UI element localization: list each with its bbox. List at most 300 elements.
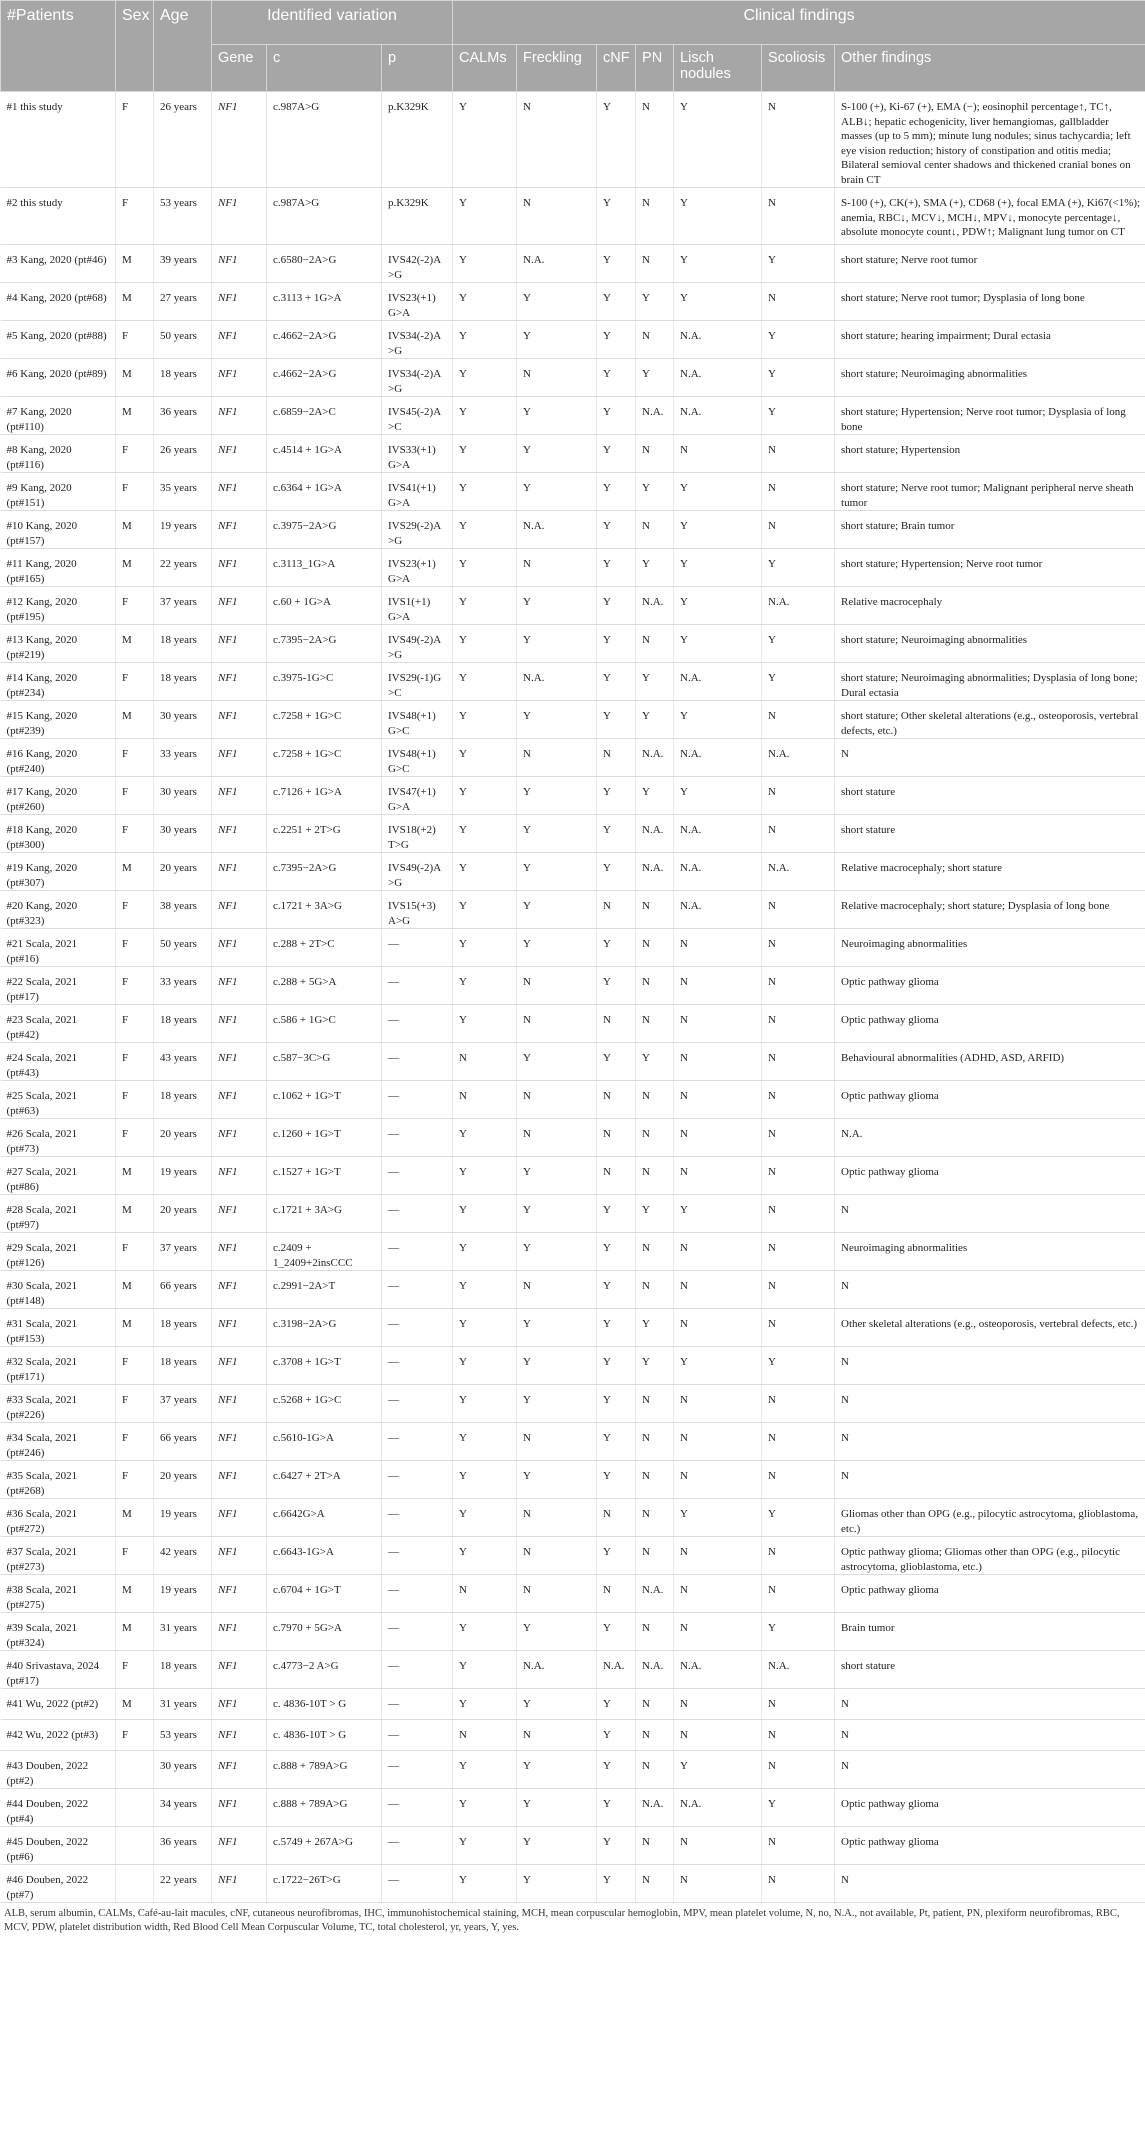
age-cell: 53 years [154, 1720, 212, 1751]
cnf-cell: Y [597, 1789, 636, 1827]
calms-cell: Y [453, 777, 517, 815]
lisch-nodules-cell: Y [674, 188, 762, 245]
pn-cell: Y [636, 701, 674, 739]
age-cell: 31 years [154, 1613, 212, 1651]
gene-cell: NF1 [212, 929, 267, 967]
p-variant-cell: — [382, 1271, 453, 1309]
pn-cell: N.A. [636, 397, 674, 435]
header-p: p [382, 45, 453, 92]
pn-cell: N [636, 1423, 674, 1461]
pn-cell: N [636, 1119, 674, 1157]
calms-cell: Y [453, 1233, 517, 1271]
calms-cell: Y [453, 1499, 517, 1537]
table-body [1, 92, 1145, 1903]
freckling-cell: Y [517, 1461, 597, 1499]
calms-cell: Y [453, 359, 517, 397]
calms-cell: Y [453, 701, 517, 739]
sex-cell [116, 1827, 154, 1865]
other-findings-cell: N [835, 1865, 1145, 1903]
table-row [1, 1720, 1145, 1751]
calms-cell: Y [453, 511, 517, 549]
sex-cell: F [116, 1720, 154, 1751]
gene-cell: NF1 [212, 435, 267, 473]
gene-cell: NF1 [212, 1689, 267, 1720]
freckling-cell: N.A. [517, 245, 597, 283]
cnf-cell: Y [597, 283, 636, 321]
cnf-cell: Y [597, 188, 636, 245]
c-variant-cell: c.6704 + 1G>T [267, 1575, 382, 1613]
gene-cell: NF1 [212, 283, 267, 321]
calms-cell: Y [453, 1789, 517, 1827]
patient-cell: #3 Kang, 2020 (pt#46) [1, 245, 116, 283]
lisch-nodules-cell: N [674, 1461, 762, 1499]
header-identified-variation: Identified variation [212, 1, 453, 45]
p-variant-cell: IVS15(+3) A>G [382, 891, 453, 929]
age-cell: 42 years [154, 1537, 212, 1575]
table-row [1, 1119, 1145, 1157]
p-variant-cell: — [382, 967, 453, 1005]
p-variant-cell: — [382, 1720, 453, 1751]
c-variant-cell: c.6580−2A>G [267, 245, 382, 283]
age-cell: 34 years [154, 1789, 212, 1827]
scoliosis-cell: Y [762, 1499, 835, 1537]
cnf-cell: Y [597, 625, 636, 663]
scoliosis-cell: N [762, 1865, 835, 1903]
sex-cell: F [116, 473, 154, 511]
patient-cell: #19 Kang, 2020 (pt#307) [1, 853, 116, 891]
c-variant-cell: c.1260 + 1G>T [267, 1119, 382, 1157]
c-variant-cell: c.7126 + 1G>A [267, 777, 382, 815]
sex-cell: M [116, 549, 154, 587]
pn-cell: N [636, 891, 674, 929]
age-cell: 18 years [154, 625, 212, 663]
patient-cell: #33 Scala, 2021 (pt#226) [1, 1385, 116, 1423]
cnf-cell: Y [597, 359, 636, 397]
other-findings-cell: short stature; Nerve root tumor; Malignant peripheral nerve sheath tumor [835, 473, 1145, 511]
freckling-cell: N [517, 188, 597, 245]
freckling-cell: Y [517, 1689, 597, 1720]
c-variant-cell: c.2251 + 2T>G [267, 815, 382, 853]
patient-cell: #1 this study [1, 92, 116, 188]
freckling-cell: Y [517, 587, 597, 625]
pn-cell: N.A. [636, 815, 674, 853]
table-row [1, 1081, 1145, 1119]
p-variant-cell: — [382, 1789, 453, 1827]
other-findings-cell: Optic pathway glioma; Gliomas other than OPG (e.g., pilocytic astrocytoma, glioblastoma, etc.) [835, 1537, 1145, 1575]
gene-cell: NF1 [212, 1720, 267, 1751]
sex-cell: M [116, 1309, 154, 1347]
age-cell: 31 years [154, 1689, 212, 1720]
p-variant-cell: IVS41(+1) G>A [382, 473, 453, 511]
lisch-nodules-cell: N.A. [674, 853, 762, 891]
p-variant-cell: p.K329K [382, 188, 453, 245]
sex-cell: F [116, 663, 154, 701]
table-row [1, 1751, 1145, 1789]
p-variant-cell: — [382, 1233, 453, 1271]
calms-cell: Y [453, 1309, 517, 1347]
lisch-nodules-cell: N [674, 1575, 762, 1613]
freckling-cell: N [517, 1575, 597, 1613]
freckling-cell: Y [517, 701, 597, 739]
sex-cell: F [116, 1537, 154, 1575]
pn-cell: N [636, 1827, 674, 1865]
patient-cell: #43 Douben, 2022 (pt#2) [1, 1751, 116, 1789]
calms-cell: N [453, 1575, 517, 1613]
calms-cell: Y [453, 1751, 517, 1789]
freckling-cell: Y [517, 1751, 597, 1789]
cnf-cell: N.A. [597, 1651, 636, 1689]
scoliosis-cell: Y [762, 245, 835, 283]
cnf-cell: N [597, 1081, 636, 1119]
freckling-cell: N [517, 1423, 597, 1461]
other-findings-cell: N.A. [835, 1119, 1145, 1157]
calms-cell: Y [453, 1613, 517, 1651]
scoliosis-cell: N [762, 92, 835, 188]
lisch-nodules-cell: N.A. [674, 663, 762, 701]
scoliosis-cell: N [762, 1081, 835, 1119]
pn-cell: N [636, 1537, 674, 1575]
freckling-cell: Y [517, 625, 597, 663]
scoliosis-cell: Y [762, 549, 835, 587]
lisch-nodules-cell: Y [674, 701, 762, 739]
table-row [1, 1827, 1145, 1865]
p-variant-cell: IVS29(-1)G>C [382, 663, 453, 701]
c-variant-cell: c.288 + 5G>A [267, 967, 382, 1005]
pn-cell: N [636, 1385, 674, 1423]
cnf-cell: Y [597, 1827, 636, 1865]
gene-cell: NF1 [212, 967, 267, 1005]
other-findings-cell: short stature; hearing impairment; Dural ectasia [835, 321, 1145, 359]
calms-cell: Y [453, 1537, 517, 1575]
lisch-nodules-cell: N [674, 1423, 762, 1461]
table-row [1, 435, 1145, 473]
freckling-cell: N [517, 92, 597, 188]
age-cell: 26 years [154, 92, 212, 188]
calms-cell: Y [453, 1271, 517, 1309]
age-cell: 19 years [154, 1157, 212, 1195]
freckling-cell: N [517, 1005, 597, 1043]
p-variant-cell: IVS33(+1) G>A [382, 435, 453, 473]
gene-cell: NF1 [212, 1575, 267, 1613]
other-findings-cell: S-100 (+), CK(+), SMA (+), CD68 (+), focal EMA (+), Ki67(<1%); anemia, RBC↓, MCV↓, MCH↓, MPV↓, monocyte percentage↓, absolute monocyte count↓, PDW↑; Malignant lung tumor on CT [835, 188, 1145, 245]
gene-cell: NF1 [212, 739, 267, 777]
header-row-top [1, 1, 1145, 45]
cnf-cell: Y [597, 1385, 636, 1423]
sex-cell: F [116, 587, 154, 625]
freckling-cell: N [517, 1081, 597, 1119]
c-variant-cell: c.3975-1G>C [267, 663, 382, 701]
age-cell: 18 years [154, 1347, 212, 1385]
pn-cell: N [636, 1157, 674, 1195]
cnf-cell: N [597, 739, 636, 777]
other-findings-cell: N [835, 1347, 1145, 1385]
other-findings-cell: N [835, 739, 1145, 777]
c-variant-cell: c.586 + 1G>C [267, 1005, 382, 1043]
table-row [1, 1195, 1145, 1233]
patient-cell: #37 Scala, 2021 (pt#273) [1, 1537, 116, 1575]
scoliosis-cell: N [762, 1689, 835, 1720]
table-row [1, 625, 1145, 663]
table-row [1, 853, 1145, 891]
pn-cell: N.A. [636, 1789, 674, 1827]
pn-cell: N [636, 1720, 674, 1751]
p-variant-cell: IVS49(-2)A>G [382, 853, 453, 891]
pn-cell: Y [636, 549, 674, 587]
c-variant-cell: c.3113_1G>A [267, 549, 382, 587]
age-cell: 18 years [154, 1309, 212, 1347]
other-findings-cell: Neuroimaging abnormalities [835, 929, 1145, 967]
freckling-cell: N.A. [517, 511, 597, 549]
lisch-nodules-cell: N [674, 1309, 762, 1347]
other-findings-cell: Relative macrocephaly; short stature [835, 853, 1145, 891]
lisch-nodules-cell: Y [674, 511, 762, 549]
age-cell: 36 years [154, 397, 212, 435]
scoliosis-cell: N.A. [762, 587, 835, 625]
patient-cell: #14 Kang, 2020 (pt#234) [1, 663, 116, 701]
lisch-nodules-cell: N [674, 1827, 762, 1865]
c-variant-cell: c.7258 + 1G>C [267, 739, 382, 777]
c-variant-cell: c.987A>G [267, 188, 382, 245]
other-findings-cell: Behavioural abnormalities (ADHD, ASD, ARFID) [835, 1043, 1145, 1081]
calms-cell: Y [453, 245, 517, 283]
age-cell: 66 years [154, 1423, 212, 1461]
scoliosis-cell: N [762, 777, 835, 815]
age-cell: 18 years [154, 1081, 212, 1119]
patient-cell: #41 Wu, 2022 (pt#2) [1, 1689, 116, 1720]
freckling-cell: N [517, 1537, 597, 1575]
table-row [1, 1157, 1145, 1195]
calms-cell: Y [453, 929, 517, 967]
gene-cell: NF1 [212, 245, 267, 283]
cnf-cell: Y [597, 1195, 636, 1233]
gene-cell: NF1 [212, 1651, 267, 1689]
other-findings-cell: short stature; Hypertension [835, 435, 1145, 473]
age-cell: 37 years [154, 587, 212, 625]
header-pn: PN [636, 45, 674, 92]
header-age: Age [154, 1, 212, 92]
freckling-cell: Y [517, 815, 597, 853]
p-variant-cell: — [382, 1575, 453, 1613]
p-variant-cell: — [382, 1119, 453, 1157]
cnf-cell: Y [597, 1689, 636, 1720]
calms-cell: Y [453, 1651, 517, 1689]
sex-cell [116, 1789, 154, 1827]
p-variant-cell: — [382, 1385, 453, 1423]
gene-cell: NF1 [212, 1613, 267, 1651]
p-variant-cell: IVS48(+1) G>C [382, 701, 453, 739]
other-findings-cell: short stature [835, 815, 1145, 853]
lisch-nodules-cell: N [674, 1537, 762, 1575]
sex-cell: F [116, 1005, 154, 1043]
p-variant-cell: — [382, 1865, 453, 1903]
other-findings-cell: short stature; Other skeletal alterations (e.g., osteoporosis, vertebral defects, etc.) [835, 701, 1145, 739]
table-row [1, 1651, 1145, 1689]
freckling-cell: Y [517, 1309, 597, 1347]
pn-cell: N [636, 1689, 674, 1720]
patient-cell: #26 Scala, 2021 (pt#73) [1, 1119, 116, 1157]
calms-cell: Y [453, 1461, 517, 1499]
scoliosis-cell: N [762, 435, 835, 473]
c-variant-cell: c.888 + 789A>G [267, 1789, 382, 1827]
scoliosis-cell: N [762, 1575, 835, 1613]
gene-cell: NF1 [212, 321, 267, 359]
pn-cell: N.A. [636, 1651, 674, 1689]
pn-cell: Y [636, 283, 674, 321]
other-findings-cell: Optic pathway glioma [835, 1081, 1145, 1119]
lisch-nodules-cell: N.A. [674, 359, 762, 397]
sex-cell: M [116, 1689, 154, 1720]
cnf-cell: N [597, 1119, 636, 1157]
patient-cell: #12 Kang, 2020 (pt#195) [1, 587, 116, 625]
cnf-cell: Y [597, 1613, 636, 1651]
freckling-cell: Y [517, 435, 597, 473]
pn-cell: Y [636, 1195, 674, 1233]
freckling-cell: Y [517, 1347, 597, 1385]
gene-cell: NF1 [212, 1233, 267, 1271]
c-variant-cell: c.3113 + 1G>A [267, 283, 382, 321]
patient-cell: #2 this study [1, 188, 116, 245]
p-variant-cell: IVS29(-2)A>G [382, 511, 453, 549]
gene-cell: NF1 [212, 1271, 267, 1309]
sex-cell: F [116, 1233, 154, 1271]
sex-cell: F [116, 1651, 154, 1689]
p-variant-cell: — [382, 1157, 453, 1195]
table-row [1, 1613, 1145, 1651]
scoliosis-cell: N [762, 283, 835, 321]
p-variant-cell: IVS47(+1) G>A [382, 777, 453, 815]
freckling-cell: Y [517, 1157, 597, 1195]
patient-cell: #9 Kang, 2020 (pt#151) [1, 473, 116, 511]
pn-cell: N [636, 188, 674, 245]
gene-cell: NF1 [212, 1423, 267, 1461]
calms-cell: Y [453, 739, 517, 777]
gene-cell: NF1 [212, 1043, 267, 1081]
cnf-cell: Y [597, 1720, 636, 1751]
freckling-cell: Y [517, 283, 597, 321]
p-variant-cell: IVS34(-2)A>G [382, 359, 453, 397]
pn-cell: N [636, 321, 674, 359]
other-findings-cell: Neuroimaging abnormalities [835, 1233, 1145, 1271]
patient-cell: #32 Scala, 2021 (pt#171) [1, 1347, 116, 1385]
c-variant-cell: c.1721 + 3A>G [267, 1195, 382, 1233]
cnf-cell: Y [597, 1043, 636, 1081]
cnf-cell: Y [597, 1309, 636, 1347]
calms-cell: Y [453, 853, 517, 891]
p-variant-cell: p.K329K [382, 92, 453, 188]
c-variant-cell: c.2991−2A>T [267, 1271, 382, 1309]
table-row [1, 188, 1145, 245]
pn-cell: N [636, 1271, 674, 1309]
table-row [1, 1461, 1145, 1499]
table-row [1, 739, 1145, 777]
patient-cell: #6 Kang, 2020 (pt#89) [1, 359, 116, 397]
pn-cell: N [636, 625, 674, 663]
table-row [1, 1309, 1145, 1347]
header-other-findings: Other findings [835, 45, 1145, 92]
patient-cell: #46 Douben, 2022 (pt#7) [1, 1865, 116, 1903]
gene-cell: NF1 [212, 701, 267, 739]
other-findings-cell: N [835, 1461, 1145, 1499]
table-row [1, 701, 1145, 739]
scoliosis-cell: N [762, 1233, 835, 1271]
p-variant-cell: — [382, 1537, 453, 1575]
c-variant-cell: c.5749 + 267A>G [267, 1827, 382, 1865]
c-variant-cell: c.6859−2A>C [267, 397, 382, 435]
other-findings-cell: N [835, 1385, 1145, 1423]
pn-cell: N [636, 1751, 674, 1789]
p-variant-cell: IVS45(-2)A>C [382, 397, 453, 435]
patient-cell: #44 Douben, 2022 (pt#4) [1, 1789, 116, 1827]
pn-cell: N [636, 511, 674, 549]
p-variant-cell: IVS18(+2) T>G [382, 815, 453, 853]
lisch-nodules-cell: N [674, 1081, 762, 1119]
scoliosis-cell: N [762, 1720, 835, 1751]
patient-cell: #25 Scala, 2021 (pt#63) [1, 1081, 116, 1119]
gene-cell: NF1 [212, 1789, 267, 1827]
age-cell: 66 years [154, 1271, 212, 1309]
cnf-cell: Y [597, 1233, 636, 1271]
cnf-cell: Y [597, 663, 636, 701]
lisch-nodules-cell: Y [674, 473, 762, 511]
age-cell: 20 years [154, 1195, 212, 1233]
other-findings-cell: N [835, 1751, 1145, 1789]
age-cell: 50 years [154, 321, 212, 359]
other-findings-cell: Optic pathway glioma [835, 1005, 1145, 1043]
lisch-nodules-cell: N.A. [674, 1789, 762, 1827]
cnf-cell: Y [597, 245, 636, 283]
sex-cell: F [116, 1081, 154, 1119]
p-variant-cell: — [382, 1751, 453, 1789]
c-variant-cell: c.7970 + 5G>A [267, 1613, 382, 1651]
pn-cell: N [636, 1233, 674, 1271]
lisch-nodules-cell: N [674, 1385, 762, 1423]
table-row [1, 929, 1145, 967]
table-row [1, 1499, 1145, 1537]
freckling-cell: Y [517, 891, 597, 929]
c-variant-cell: c.3198−2A>G [267, 1309, 382, 1347]
other-findings-cell: short stature; Hypertension; Nerve root tumor [835, 549, 1145, 587]
sex-cell: F [116, 739, 154, 777]
lisch-nodules-cell: Y [674, 283, 762, 321]
other-findings-cell: short stature [835, 777, 1145, 815]
c-variant-cell: c.6643-1G>A [267, 1537, 382, 1575]
other-findings-cell: Optic pathway glioma [835, 1575, 1145, 1613]
gene-cell: NF1 [212, 891, 267, 929]
scoliosis-cell: N [762, 1271, 835, 1309]
age-cell: 19 years [154, 1575, 212, 1613]
cnf-cell: Y [597, 511, 636, 549]
gene-cell: NF1 [212, 1005, 267, 1043]
pn-cell: Y [636, 1309, 674, 1347]
table-row [1, 549, 1145, 587]
table-row [1, 511, 1145, 549]
calms-cell: Y [453, 1119, 517, 1157]
freckling-cell: Y [517, 853, 597, 891]
pn-cell: Y [636, 777, 674, 815]
age-cell: 18 years [154, 1005, 212, 1043]
sex-cell: F [116, 1385, 154, 1423]
gene-cell: NF1 [212, 1537, 267, 1575]
calms-cell: Y [453, 587, 517, 625]
header-sex: Sex [116, 1, 154, 92]
lisch-nodules-cell: N [674, 1043, 762, 1081]
patient-cell: #28 Scala, 2021 (pt#97) [1, 1195, 116, 1233]
scoliosis-cell: N [762, 1461, 835, 1499]
gene-cell: NF1 [212, 815, 267, 853]
age-cell: 36 years [154, 1827, 212, 1865]
table-row [1, 92, 1145, 188]
calms-cell: Y [453, 1157, 517, 1195]
